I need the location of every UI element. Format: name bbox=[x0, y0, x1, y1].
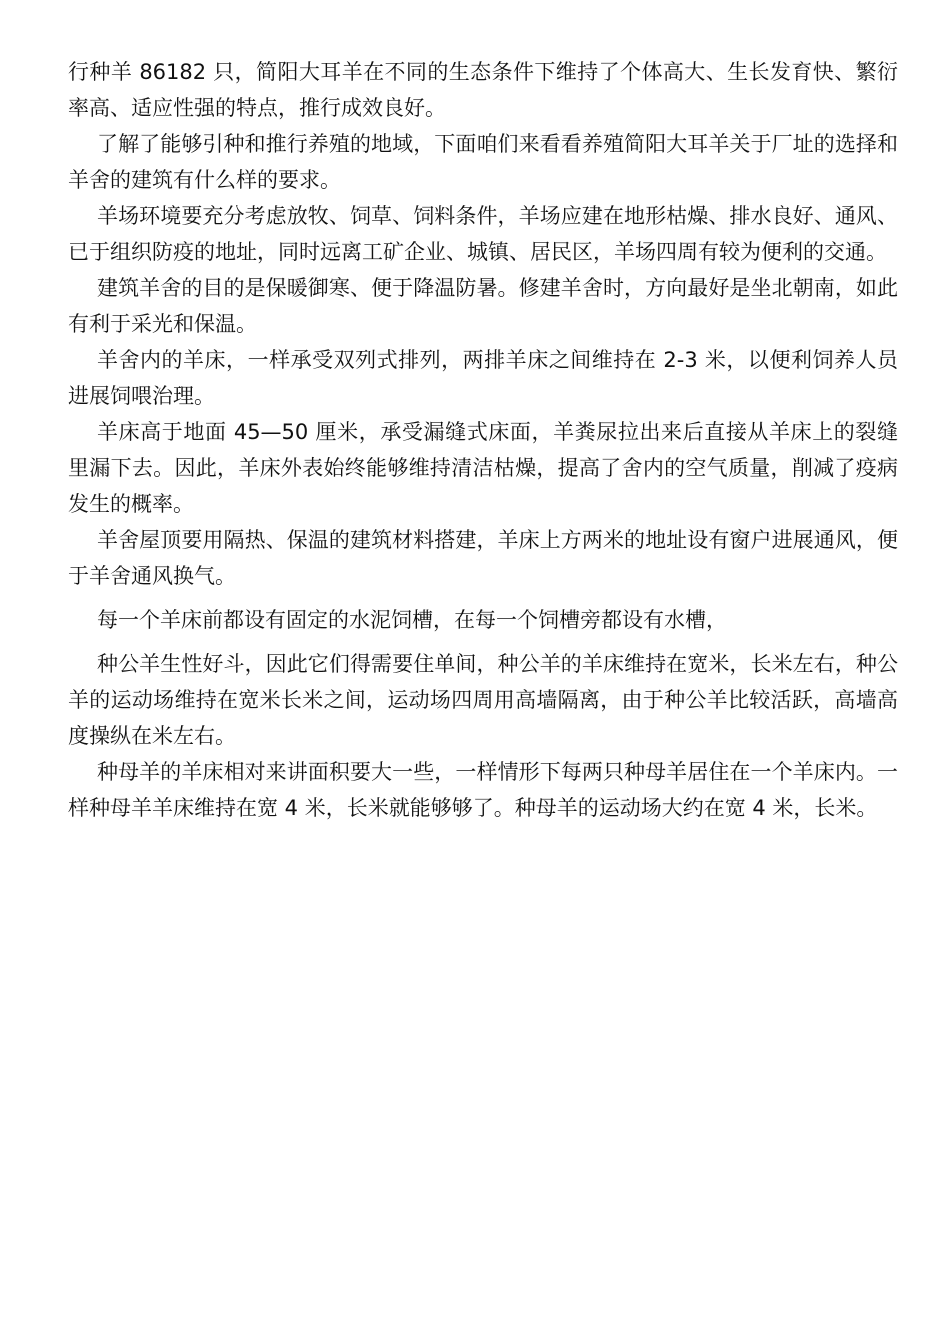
paragraph-1: 行种羊 86182 只，简阳大耳羊在不同的生态条件下维持了个体高大、生长发育快、繁衍率高、适应性强的特点，推行成效良好。 bbox=[68, 60, 898, 120]
paragraph-2: 了解了能够引种和推行养殖的地域，下面咱们来看看养殖简阳大耳羊关于厂址的选择和羊舍的建筑有什么样的要求。 bbox=[68, 132, 898, 192]
paragraph-10: 种母羊的羊床相对来讲面积要大一些，一样情形下每两只种母羊居住在一个羊床内。一样种母羊羊床维持在宽 4 米，长米就能够够了。种母羊的运动场大约在宽 4 米，长米。 bbox=[68, 760, 898, 820]
paragraph-9: 种公羊生性好斗，因此它们得需要住单间，种公羊的羊床维持在宽米，长米左右，种公羊的运动场维持在宽米长米之间，运动场四周用高墙隔离，由于种公羊比较活跃，高墙高度操纵在米左右。 bbox=[68, 652, 898, 748]
paragraph-7: 羊舍屋顶要用隔热、保温的建筑材料搭建，羊床上方两米的地址设有窗户进展通风，便于羊舍通风换气。 bbox=[68, 528, 898, 588]
document-page bbox=[68, 54, 898, 826]
paragraph-3: 羊场环境要充分考虑放牧、饲草、饲料条件，羊场应建在地形枯燥、排水良好、通风、已于组织防疫的地址，同时远离工矿企业、城镇、居民区，羊场四周有较为便利的交通。 bbox=[68, 204, 898, 264]
paragraph-4: 建筑羊舍的目的是保暖御寒、便于降温防暑。修建羊舍时，方向最好是坐北朝南，如此有利于采光和保温。 bbox=[68, 276, 898, 336]
paragraph-5: 羊舍内的羊床，一样承受双列式排列，两排羊床之间维持在 2-3 米，以便利饲养人员进展饲喂治理。 bbox=[68, 348, 898, 408]
paragraph-6: 羊床高于地面 45—50 厘米，承受漏缝式床面，羊粪尿拉出来后直接从羊床上的裂缝里漏下去。因此，羊床外表始终能够维持清洁枯燥，提高了舍内的空气质量，削减了疫病发生的概率。 bbox=[68, 420, 898, 516]
paragraph-8: 每一个羊床前都设有固定的水泥饲槽，在每一个饲槽旁都设有水槽， bbox=[97, 608, 727, 632]
